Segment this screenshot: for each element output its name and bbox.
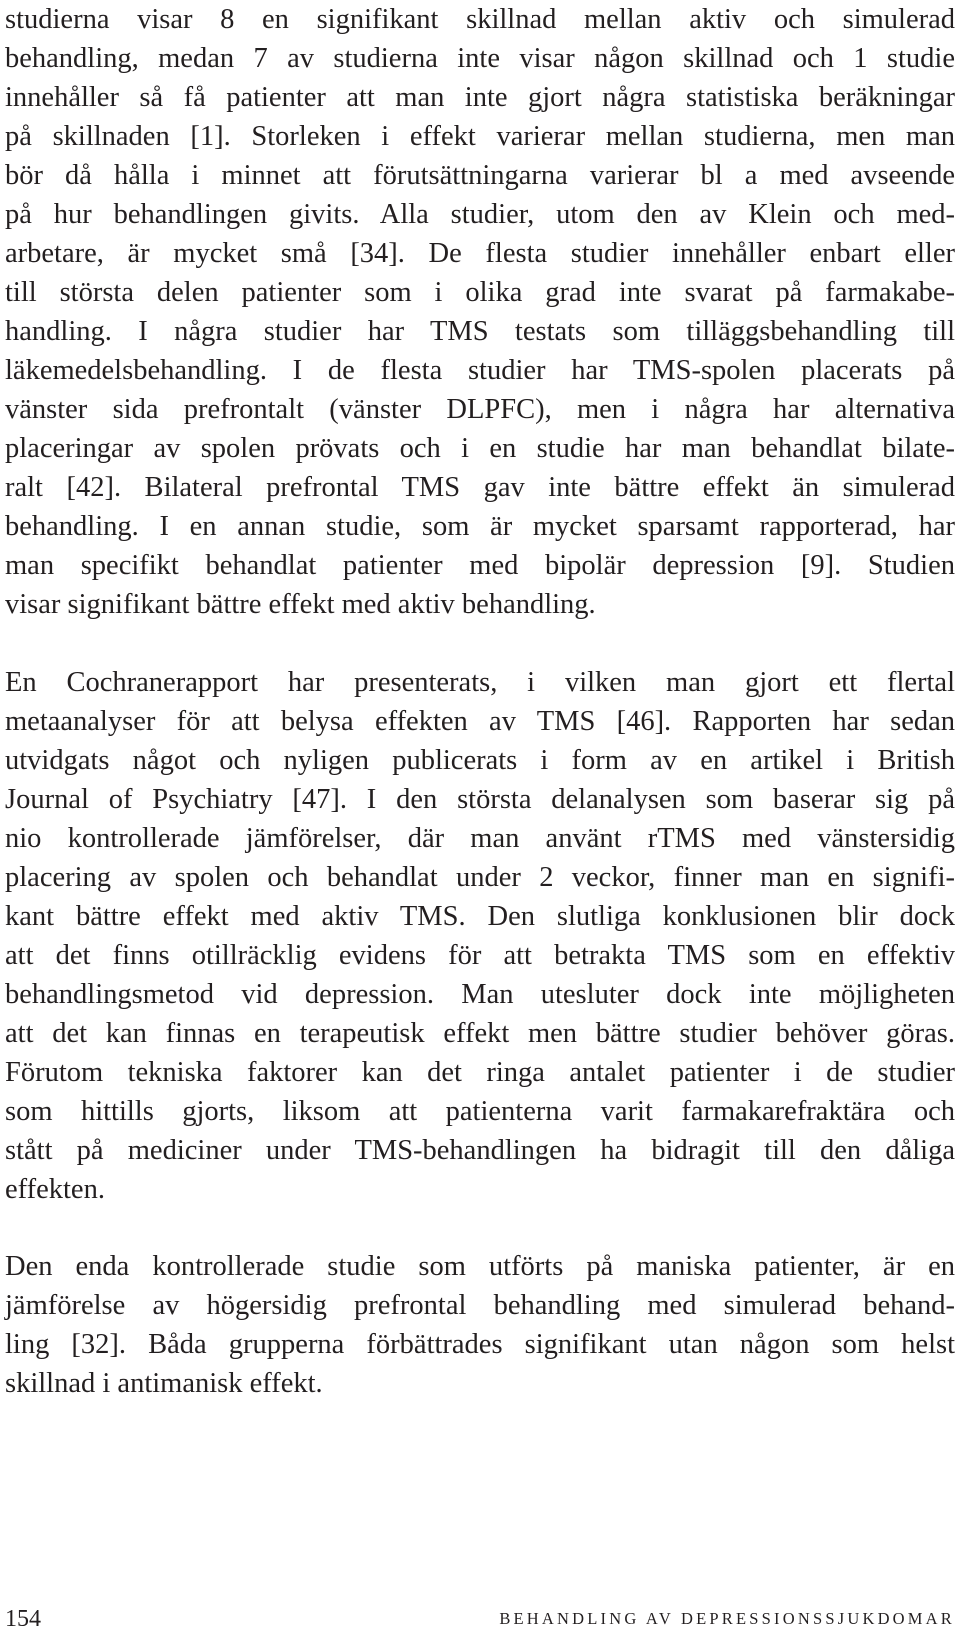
text-line: att det kan finnas en terapeutisk effekt men bättre studier behöver göras. xyxy=(5,1018,955,1049)
text-line: jämförelse av högersidig prefrontal behandling med simulerad behand- xyxy=(5,1290,955,1321)
text-line: att det finns otillräcklig evidens för att betrakta TMS som en effektiv xyxy=(5,940,955,971)
text-line: man specifikt behandlat patienter med bipolär depression [9]. Studien xyxy=(5,550,955,581)
text-line: stått på mediciner under TMS-behandlingen ha bidragit till den dåliga xyxy=(5,1135,955,1166)
running-head: BEHANDLING AV DEPRESSIONSSJUKDOMAR xyxy=(499,1609,955,1628)
text-line: på skillnaden [1]. Storleken i effekt varierar mellan studierna, men man xyxy=(5,121,955,152)
text-line: metaanalyser för att belysa effekten av TMS [46]. Rapporten har sedan xyxy=(5,706,955,737)
text-line: skillnad i antimanisk effekt. xyxy=(5,1368,323,1399)
text-line: behandling. I en annan studie, som är mycket sparsamt rapporterad, har xyxy=(5,511,955,542)
text-line: kant bättre effekt med aktiv TMS. Den slutliga konklusionen blir dock xyxy=(5,901,955,932)
text-line: vänster sida prefrontalt (vänster DLPFC), men i några har alternativa xyxy=(5,394,955,425)
text-line: Förutom tekniska faktorer kan det ringa antalet patienter i de studier xyxy=(5,1057,955,1088)
text-line: Den enda kontrollerade studie som utförts på maniska patienter, är en xyxy=(5,1251,955,1282)
page-number: 154 xyxy=(5,1606,41,1632)
paragraph-1 xyxy=(5,0,955,624)
text-line: ling [32]. Båda grupperna förbättrades signifikant utan någon som helst xyxy=(5,1329,955,1360)
text-line: visar signifikant bättre effekt med aktiv behandling. xyxy=(5,589,596,620)
text-line: placering av spolen och behandlat under 2 veckor, finner man en signifi- xyxy=(5,862,955,893)
text-line: En Cochranerapport har presenterats, i vilken man gjort ett flertal xyxy=(5,667,955,698)
text-line: handling. I några studier har TMS testats som tilläggsbehandling till xyxy=(5,316,955,347)
text-line: behandling, medan 7 av studierna inte visar någon skillnad och 1 studie xyxy=(5,43,955,74)
paragraph-3 xyxy=(5,1247,955,1403)
text-line: på hur behandlingen givits. Alla studier, utom den av Klein och med- xyxy=(5,199,955,230)
text-line: nio kontrollerade jämförelser, där man använt rTMS med vänstersidig xyxy=(5,823,955,854)
text-line: läkemedelsbehandling. I de flesta studier har TMS-spolen placerats på xyxy=(5,355,955,386)
text-line: Journal of Psychiatry [47]. I den största delanalysen som baserar sig på xyxy=(5,784,955,815)
text-line: placeringar av spolen prövats och i en studie har man behandlat bilate- xyxy=(5,433,955,464)
text-line: som hittills gjorts, liksom att patienterna varit farmakarefraktära och xyxy=(5,1096,955,1127)
page-footer xyxy=(5,1604,955,1634)
text-line: till största delen patienter som i olika grad inte svarat på farmakabe- xyxy=(5,277,955,308)
text-line: studierna visar 8 en signifikant skillnad mellan aktiv och simulerad xyxy=(5,4,955,35)
text-line: utvidgats något och nyligen publicerats i form av en artikel i British xyxy=(5,745,955,776)
text-line: arbetare, är mycket små [34]. De flesta studier innehåller enbart eller xyxy=(5,238,955,269)
paragraph-2 xyxy=(5,663,955,1209)
text-line: bör då hålla i minnet att förutsättningarna varierar bl a med avseende xyxy=(5,160,955,191)
text-line: behandlingsmetod vid depression. Man utesluter dock inte möjligheten xyxy=(5,979,955,1010)
text-line: innehåller så få patienter att man inte gjort några statistiska beräkningar xyxy=(5,82,955,113)
text-line: effekten. xyxy=(5,1174,105,1205)
text-line: ralt [42]. Bilateral prefrontal TMS gav inte bättre effekt än simulerad xyxy=(5,472,955,503)
